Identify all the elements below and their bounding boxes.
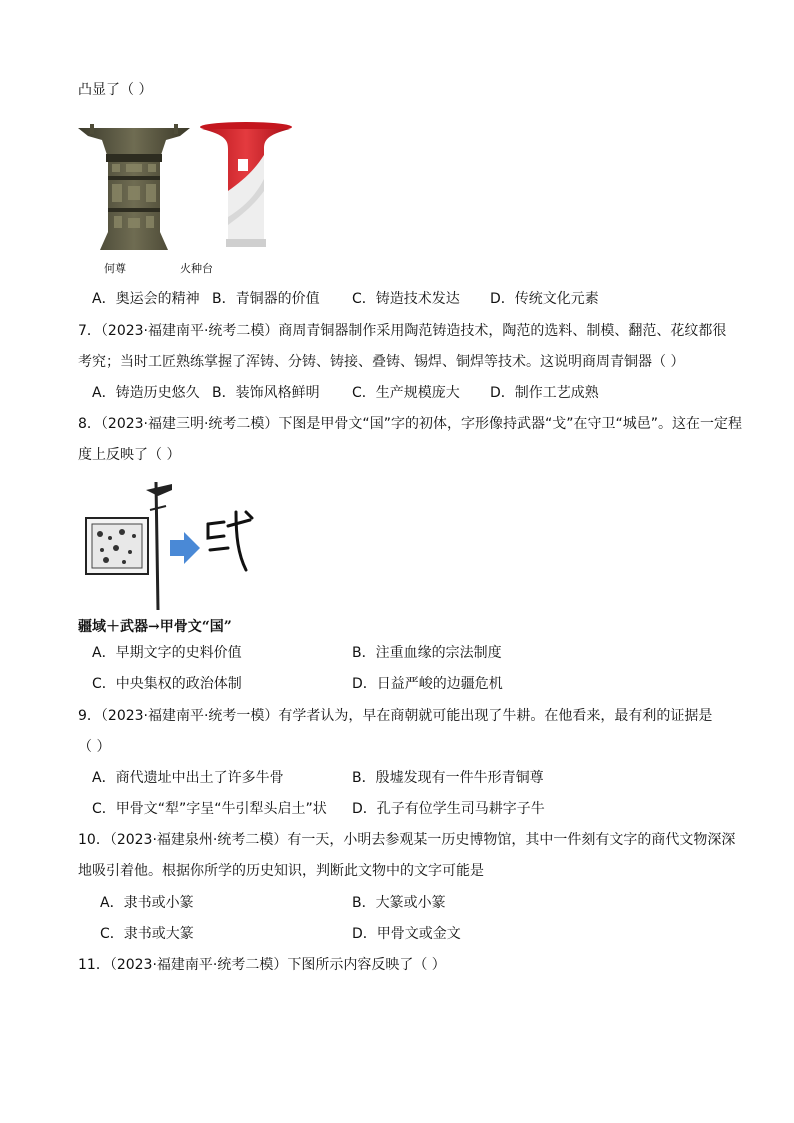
- q7-option-c: C．生产规模庞大: [352, 385, 460, 401]
- torch-stand-image: [198, 121, 294, 251]
- oracle-guo-image: [76, 476, 266, 614]
- torch-stand-caption: 火种台: [180, 262, 213, 275]
- q10-option-b: B．大篆或小篆: [352, 895, 446, 911]
- q8-stem-line2: 度上反映了（ ）: [78, 447, 181, 463]
- he-zun-image: [76, 124, 192, 252]
- he-zun-caption: 何尊: [104, 262, 126, 275]
- q10-option-a: A．隶书或小篆: [100, 895, 194, 911]
- q10-stem-line2: 地吸引着他。根据你所学的历史知识，判断此文物中的文字可能是: [78, 863, 484, 879]
- q10-stem-line1: 10．（2023·福建泉州·统考二模）有一天，小明去参观某一历史博物馆，其中一件刻有文字的商代文物深深: [78, 832, 736, 848]
- q6-option-d: D．传统文化元素: [490, 291, 599, 307]
- q8-option-a: A．早期文字的史料价值: [92, 645, 242, 661]
- q7-stem-line1: 7．（2023·福建南平·统考二模）商周青铜器制作采用陶范铸造技术，陶范的选料、制模、翻范、花纹都很: [78, 323, 727, 339]
- q7-stem-line2: 考究；当时工匠熟练掌握了浑铸、分铸、铸接、叠铸、锡焊、铜焊等技术。这说明商周青铜器（ ）: [78, 354, 685, 370]
- q6-option-a: A．奥运会的精神: [92, 291, 200, 307]
- q8-stem-line1: 8．（2023·福建三明·统考二模）下图是甲骨文“国”字的初体，字形像持武器“戈”在守卫“城邑”。这在一定程: [78, 416, 742, 432]
- q10-option-c: C．隶书或大篆: [100, 926, 194, 942]
- q9-stem-line2: （ ）: [78, 739, 111, 755]
- q9-option-b: B．殷墟发现有一件牛形青铜尊: [352, 770, 544, 786]
- q7-option-d: D．制作工艺成熟: [490, 385, 599, 401]
- q6-option-b: B．青铜器的价值: [212, 291, 320, 307]
- q6-option-c: C．铸造技术发达: [352, 291, 460, 307]
- q8-option-b: B．注重血缘的宗法制度: [352, 645, 502, 661]
- q7-option-a: A．铸造历史悠久: [92, 385, 200, 401]
- q9-stem-line1: 9．（2023·福建南平·统考一模）有学者认为，早在商朝就可能出现了牛耕。在他看来，最有利的证据是: [78, 708, 713, 724]
- q9-option-d: D．孔子有位学生司马耕字子牛: [352, 801, 545, 817]
- q9-option-a: A．商代遗址中出土了许多牛骨: [92, 770, 284, 786]
- q11-stem-line1: 11．（2023·福建南平·统考二模）下图所示内容反映了（ ）: [78, 957, 446, 973]
- q8-option-d: D．日益严峻的边疆危机: [352, 676, 503, 692]
- q7-option-b: B．装饰风格鲜明: [212, 385, 320, 401]
- oracle-guo-caption: 疆域＋武器→甲骨文“国”: [78, 619, 232, 635]
- q8-option-c: C．中央集权的政治体制: [92, 676, 242, 692]
- q10-option-d: D．甲骨文或金文: [352, 926, 461, 942]
- q6-tail-text: 凸显了（ ）: [78, 82, 153, 98]
- q9-option-c: C．甲骨文“犁”字呈“牛引犁头启土”状: [92, 801, 327, 817]
